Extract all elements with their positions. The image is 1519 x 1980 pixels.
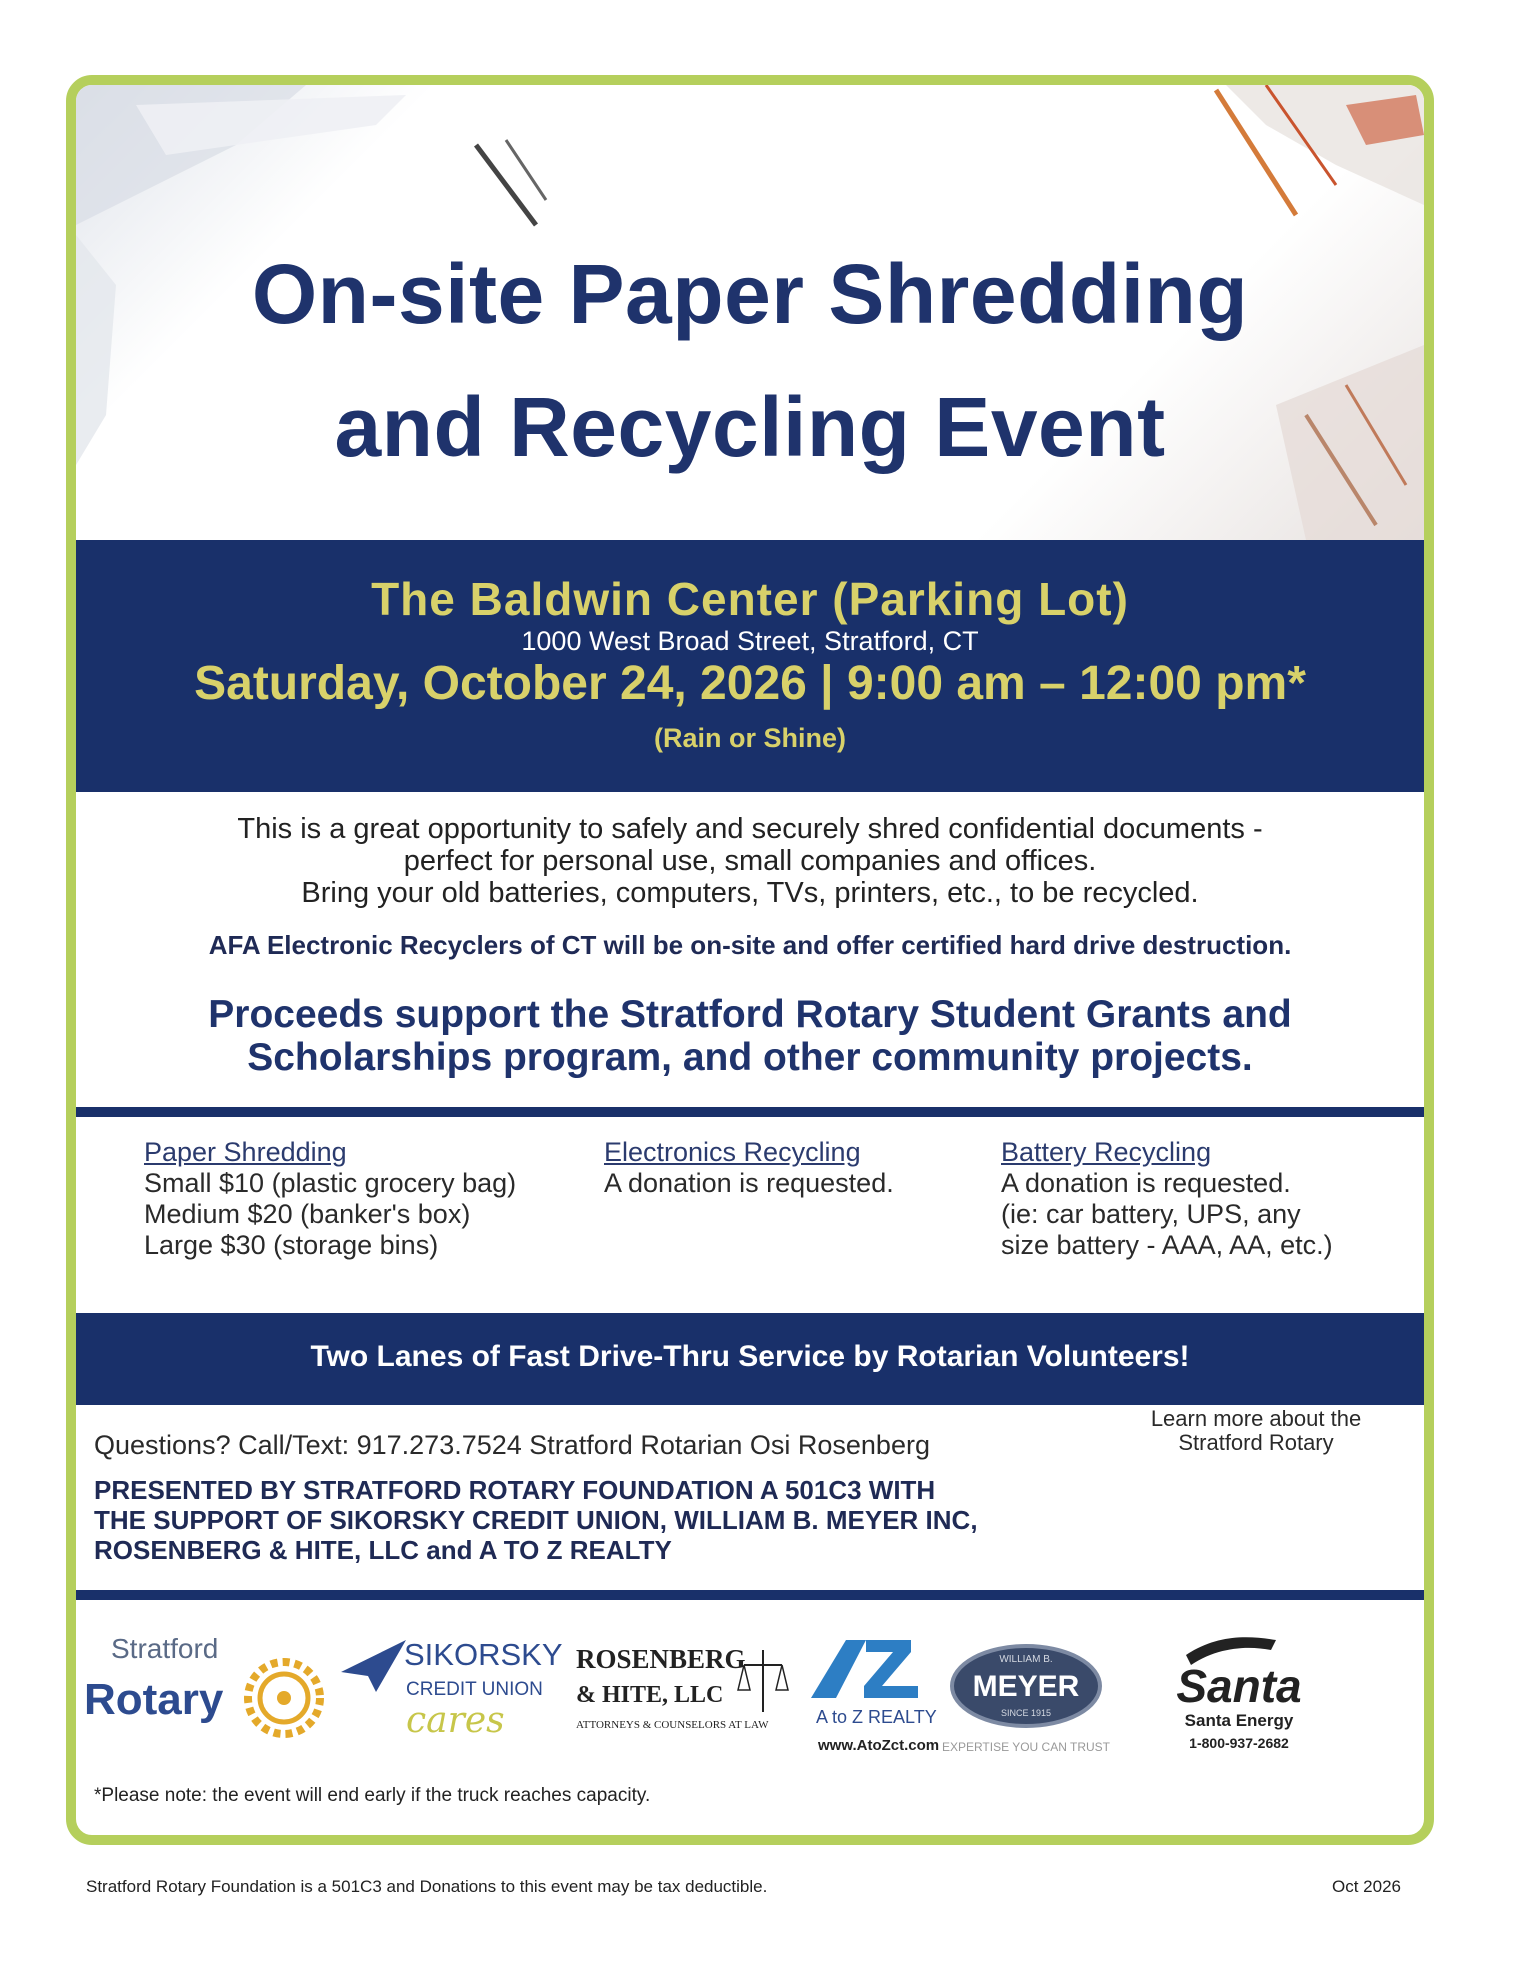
sikorsky-sub: CREDIT UNION xyxy=(406,1679,543,1700)
santa-energy-logo xyxy=(1176,1637,1301,1751)
learn-more-line: Learn more about the xyxy=(1150,1406,1362,1431)
service-line: (ie: car battery, UPS, any xyxy=(1001,1199,1301,1229)
presented-by xyxy=(94,1475,978,1565)
intro-text xyxy=(76,813,1424,909)
capacity-note: *Please note: the event will end early if the truck reaches capacity. xyxy=(94,1785,651,1806)
service-paper-shredding xyxy=(144,1137,516,1261)
sikorsky-name: SIKORSKY xyxy=(404,1637,563,1672)
service-battery-recycling xyxy=(1001,1137,1333,1261)
intro-line: Bring your old batteries, computers, TVs, printers, etc., to be recycled. xyxy=(301,877,1199,909)
footer-date: Oct 2026 xyxy=(1332,1877,1401,1896)
meyer-logo xyxy=(942,1646,1111,1754)
learn-more-line: Stratford Rotary xyxy=(1178,1430,1334,1455)
contact-info: Questions? Call/Text: 917.273.7524 Stratford Rotarian Osi Rosenberg xyxy=(94,1430,930,1460)
santa-name: Santa xyxy=(1176,1660,1302,1712)
service-heading: Electronics Recycling xyxy=(604,1137,861,1167)
presented-line: PRESENTED BY STRATFORD ROTARY FOUNDATION A 501C3 WITH xyxy=(94,1475,936,1505)
intro-line: perfect for personal use, small companies and offices. xyxy=(403,845,1097,877)
venue-address: 1000 West Broad Street, Stratford, CT xyxy=(521,626,979,656)
event-title-line1: On-site Paper Shredding xyxy=(251,247,1249,341)
drive-thru-banner xyxy=(76,1313,1424,1405)
atoz-realty-logo xyxy=(811,1640,939,1754)
santa-sub: Santa Energy xyxy=(1184,1711,1294,1730)
atoz-name: A to Z REALTY xyxy=(816,1707,937,1727)
flyer-frame xyxy=(66,75,1434,1845)
intro-line: This is a great opportunity to safely and securely shred confidential documents - xyxy=(237,813,1263,845)
weather-note: (Rain or Shine) xyxy=(653,723,846,753)
event-datetime: Saturday, October 24, 2026 | 9:00 am – 12:00 pm* xyxy=(194,657,1306,710)
event-details-banner xyxy=(76,540,1424,792)
afa-notice: AFA Electronic Recyclers of CT will be on-site and offer certified hard drive destruction. xyxy=(208,930,1292,960)
service-line: Large $30 (storage bins) xyxy=(144,1230,439,1260)
sponsor-logos xyxy=(76,1620,1424,1790)
stratford-rotary-logo xyxy=(84,1633,320,1734)
service-heading: Paper Shredding xyxy=(144,1137,347,1167)
learn-more-link[interactable] xyxy=(1136,1407,1376,1455)
service-line: size battery - AAA, AA, etc.) xyxy=(1001,1230,1333,1260)
service-line: Medium $20 (banker's box) xyxy=(144,1199,471,1229)
rotary-top-text: Stratford xyxy=(111,1633,219,1664)
rosenberg-line1: ROSENBERG xyxy=(576,1644,746,1674)
service-line: Small $10 (plastic grocery bag) xyxy=(144,1168,517,1198)
presented-line: ROSENBERG & HITE, LLC and A TO Z REALTY xyxy=(94,1535,672,1565)
service-line: A donation is requested. xyxy=(1001,1168,1291,1198)
drive-thru-text: Two Lanes of Fast Drive-Thru Service by Rotarian Volunteers! xyxy=(310,1340,1190,1373)
meyer-tag: EXPERTISE YOU CAN TRUST xyxy=(941,1740,1111,1754)
event-title-line2: and Recycling Event xyxy=(334,380,1166,474)
sikorsky-credit-union-logo xyxy=(341,1637,563,1741)
rotary-wheel-hub xyxy=(277,1691,291,1705)
meyer-top: WILLIAM B. xyxy=(999,1654,1053,1665)
rosenberg-hite-logo xyxy=(576,1644,788,1731)
venue-name: The Baldwin Center (Parking Lot) xyxy=(371,573,1129,625)
footer-tax-note: Stratford Rotary Foundation is a 501C3 and Donations to this event may be tax deductible. xyxy=(86,1877,768,1896)
atoz-url: www.AtoZct.com xyxy=(818,1737,940,1754)
divider-rule xyxy=(76,1107,1424,1117)
rosenberg-line2: & HITE, LLC xyxy=(576,1682,724,1708)
sikorsky-tag: cares xyxy=(406,1700,505,1741)
santa-phone: 1-800-937-2682 xyxy=(1189,1735,1289,1751)
service-line: A donation is requested. xyxy=(604,1168,894,1198)
meyer-since: SINCE 1915 xyxy=(1000,1708,1052,1718)
sponsor-logo-strip xyxy=(76,1620,1424,1790)
service-electronics-recycling xyxy=(604,1137,894,1199)
meyer-name: MEYER xyxy=(972,1670,1080,1703)
divider-rule xyxy=(76,1590,1424,1600)
atoz-mark-icon xyxy=(811,1640,866,1698)
rotary-bottom-text: Rotary xyxy=(84,1675,224,1724)
proceeds-line: Proceeds support the Stratford Rotary Student Grants and xyxy=(208,993,1292,1036)
service-heading: Battery Recycling xyxy=(1001,1137,1212,1167)
proceeds-line: Scholarships program, and other community projects. xyxy=(247,1036,1253,1079)
presented-line: THE SUPPORT OF SIKORSKY CREDIT UNION, WILLIAM B. MEYER INC, xyxy=(94,1505,978,1535)
sikorsky-arrow-icon xyxy=(341,1640,406,1692)
rosenberg-line3: ATTORNEYS & COUNSELORS AT LAW xyxy=(576,1719,769,1731)
hero-header xyxy=(76,85,1424,540)
proceeds-statement xyxy=(76,993,1424,1079)
